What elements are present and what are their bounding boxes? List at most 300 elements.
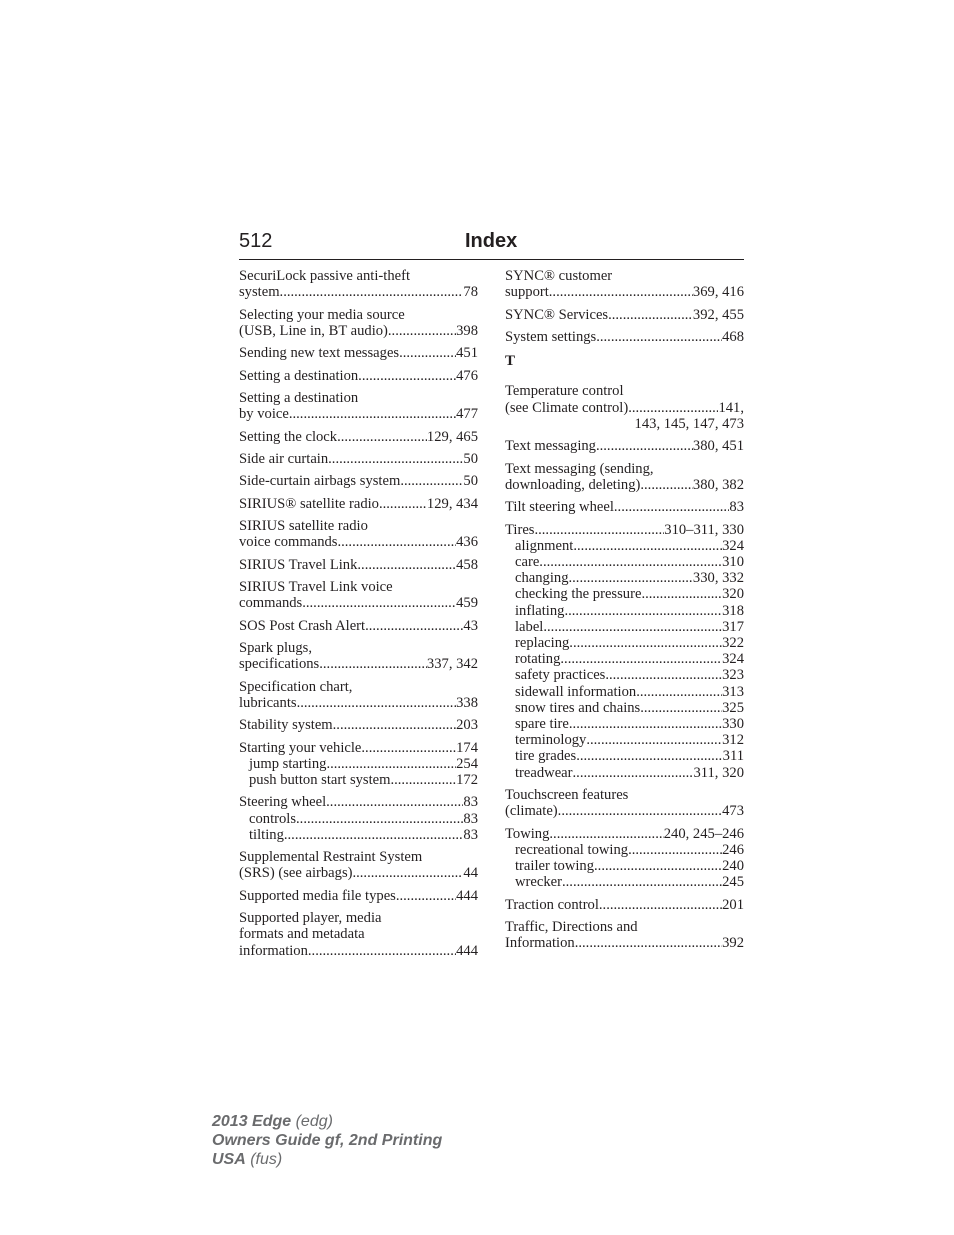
entry-term: treadwear <box>515 764 573 781</box>
dot-leader <box>614 499 730 515</box>
index-subentry <box>505 716 744 732</box>
entry-term: Sending new text messages <box>239 345 400 362</box>
page-reference: 317 <box>722 618 744 635</box>
entry-term: 143, 145, 147, 473 <box>634 415 744 432</box>
index-entry <box>239 910 478 959</box>
page-reference: 322 <box>722 634 744 651</box>
page-reference: 254 <box>456 755 478 772</box>
entry-term: tire grades <box>515 748 577 765</box>
entry-term: terminology <box>515 732 587 749</box>
entry-term: wrecker <box>515 874 562 891</box>
index-entry-line <box>505 787 744 803</box>
index-entry-line <box>239 679 478 695</box>
page-reference: 468 <box>722 328 744 345</box>
dot-leader <box>326 756 456 772</box>
dot-leader <box>396 888 456 904</box>
index-entry-line <box>505 284 744 300</box>
page-reference: 318 <box>722 602 744 619</box>
dot-leader <box>549 826 663 842</box>
entry-term: sidewall information <box>515 683 637 700</box>
entry-term: Selecting your media source <box>239 306 405 323</box>
page-number: 512 <box>239 230 273 252</box>
entry-term: SecuriLock passive anti-theft <box>239 268 411 284</box>
index-entry <box>239 518 478 550</box>
index-subentry <box>505 858 744 874</box>
entry-term: system <box>239 284 280 301</box>
entry-term: System settings <box>505 328 597 345</box>
page-reference: 246 <box>722 841 744 858</box>
page-reference: 240 <box>722 858 744 874</box>
entry-term: label <box>515 618 544 635</box>
index-entry <box>239 640 478 672</box>
entry-term: Setting a destination <box>239 367 359 384</box>
entry-term: Side-curtain airbags system <box>239 473 401 490</box>
page-reference: 311 <box>722 748 744 765</box>
index-entry-line <box>239 345 478 361</box>
index-subentry <box>505 700 744 716</box>
index-entry <box>505 329 744 345</box>
index-subentry <box>505 748 744 764</box>
index-entry-line <box>239 717 478 733</box>
page-reference: 392 <box>722 935 744 952</box>
index-entry <box>505 787 744 819</box>
page-reference: 174 <box>456 739 478 756</box>
page-reference: 83 <box>463 826 478 843</box>
entry-term: inflating <box>515 602 565 619</box>
index-entry <box>505 268 744 300</box>
page-reference: 50 <box>463 450 478 467</box>
entry-term: (USB, Line in, BT audio) <box>239 322 388 339</box>
entry-term: SIRIUS® satellite radio <box>239 495 379 512</box>
page-reference: 172 <box>456 772 478 789</box>
entry-term: Text messaging (sending, <box>505 460 654 477</box>
dot-leader <box>333 717 456 733</box>
index-entry-line <box>239 695 478 711</box>
dot-leader <box>636 684 722 700</box>
index-subentry <box>239 827 478 843</box>
dot-leader <box>628 842 722 858</box>
index-entry-line <box>239 888 478 904</box>
index-entry <box>239 618 478 634</box>
footer-model: 2013 Edge <box>212 1113 292 1130</box>
dot-leader <box>640 700 722 716</box>
page-header <box>239 228 744 258</box>
entry-term: Setting the clock <box>239 428 338 445</box>
index-group-s-continued <box>505 268 744 345</box>
index-entry <box>505 499 744 515</box>
dot-leader <box>399 345 456 361</box>
entry-term: Tilt steering wheel <box>505 499 614 516</box>
footer-market: USA <box>212 1151 246 1168</box>
page-reference: 458 <box>456 556 478 573</box>
index-entry <box>239 557 478 573</box>
dot-leader <box>388 323 456 339</box>
page-reference: 330 <box>722 716 744 732</box>
entry-term: Traffic, Directions and <box>505 918 638 935</box>
index-entry-line <box>239 534 478 550</box>
page-reference: 43 <box>463 617 478 634</box>
entry-term: SYNC® customer <box>505 268 613 284</box>
index-subentry <box>505 651 744 667</box>
entry-term: specifications <box>239 656 320 673</box>
dot-leader <box>284 827 464 843</box>
page-reference: 50 <box>463 473 478 490</box>
index-entry <box>505 522 744 781</box>
page-reference: 325 <box>722 699 744 716</box>
dot-leader <box>560 651 722 667</box>
page-reference: 44 <box>463 865 478 882</box>
dot-leader <box>328 451 463 467</box>
page-reference: 337, 342 <box>426 656 478 673</box>
page-reference: 141, <box>718 399 744 416</box>
index-entry-line <box>505 826 744 842</box>
page-reference: 310 <box>722 553 744 570</box>
page-reference: 451 <box>456 345 478 362</box>
index-entry-line <box>505 477 744 493</box>
entry-term: Traction control <box>505 896 599 913</box>
page-reference: 324 <box>722 537 744 554</box>
entry-term: trailer towing <box>515 858 595 874</box>
dot-leader <box>539 554 722 570</box>
page-reference: 324 <box>722 651 744 668</box>
dot-leader <box>564 603 722 619</box>
index-group-t <box>505 383 744 951</box>
entry-term: Tires <box>505 521 535 538</box>
entry-term: Touchscreen features <box>505 787 629 803</box>
dot-leader <box>296 811 463 827</box>
index-entry <box>239 345 478 361</box>
index-entry-line <box>239 926 478 942</box>
index-entry-line <box>239 579 478 595</box>
index-entry <box>239 849 478 881</box>
dot-leader <box>543 619 722 635</box>
index-subentry <box>505 765 744 781</box>
entry-term: push button start system <box>249 772 391 789</box>
index-subentry <box>505 732 744 748</box>
page-reference: 83 <box>463 810 478 827</box>
entry-term: spare tire <box>515 716 569 732</box>
dot-leader <box>569 716 722 732</box>
dot-leader <box>390 772 456 788</box>
dot-leader <box>326 794 463 810</box>
dot-leader <box>586 732 722 748</box>
entry-term: (SRS) (see airbags) <box>239 865 353 882</box>
entry-term: downloading, deleting) <box>505 476 641 493</box>
index-subentry <box>505 570 744 586</box>
entry-term: care <box>515 553 540 570</box>
index-entry <box>239 794 478 843</box>
page-reference: 369, 416 <box>692 284 744 301</box>
page-reference: 78 <box>463 284 478 301</box>
entry-term: SOS Post Crash Alert <box>239 617 366 634</box>
dot-leader <box>379 496 427 512</box>
dot-leader <box>534 522 664 538</box>
page-reference: 338 <box>456 694 478 711</box>
index-subentry <box>239 772 478 788</box>
page-reference: 436 <box>456 534 478 551</box>
entry-term: SIRIUS Travel Link voice <box>239 579 393 596</box>
page-reference: 311, 320 <box>693 764 744 781</box>
dot-leader <box>596 438 693 454</box>
entry-term: Supported player, media <box>239 910 382 927</box>
page-reference: 129, 465 <box>426 428 478 445</box>
entry-term: commands <box>239 595 303 612</box>
index-entry-line <box>239 284 478 300</box>
index-entry-line <box>505 416 744 432</box>
page-title: Index <box>465 230 518 252</box>
dot-leader <box>549 284 693 300</box>
dot-leader <box>599 897 722 913</box>
index-entry <box>505 461 744 493</box>
index-entry-line <box>239 740 478 756</box>
index-entry-line <box>239 557 478 573</box>
entry-term: Towing <box>505 825 550 842</box>
index-subentry <box>505 538 744 554</box>
page-reference: 459 <box>456 595 478 612</box>
entry-term: Setting a destination <box>239 389 359 406</box>
index-entry-line <box>239 865 478 881</box>
index-entry-line <box>505 307 744 323</box>
page-reference: 83 <box>463 794 478 811</box>
page-reference: 398 <box>456 322 478 339</box>
page-reference: 473 <box>722 803 744 820</box>
index-column-left <box>239 268 478 965</box>
index-entry-line <box>239 406 478 422</box>
index-entry <box>505 307 744 323</box>
entry-term: tilting <box>249 826 284 843</box>
page-reference: 380, 382 <box>692 476 744 493</box>
dot-leader <box>558 803 722 819</box>
entry-term: Specification chart, <box>239 678 353 695</box>
page-reference: 444 <box>456 887 478 904</box>
dot-leader <box>575 935 722 951</box>
page-reference: 240, 245–246 <box>663 825 744 842</box>
page-reference: 83 <box>729 499 744 516</box>
page-reference: 312 <box>722 732 744 749</box>
index-entry <box>239 717 478 733</box>
document-footer <box>212 1112 442 1169</box>
index-entry <box>239 451 478 467</box>
entry-term: lubricants <box>239 694 297 711</box>
entry-term: Steering wheel <box>239 794 327 811</box>
page-reference: 477 <box>456 406 478 423</box>
index-entry <box>239 579 478 611</box>
index-entry-line <box>239 390 478 406</box>
entry-term: safety practices <box>515 667 606 684</box>
page-reference: 320 <box>722 586 744 603</box>
index-entry-line <box>239 323 478 339</box>
index-entry-line <box>239 268 478 284</box>
index-entry-line <box>505 438 744 454</box>
dot-leader <box>596 329 722 345</box>
index-column-right <box>505 268 744 958</box>
index-entry-line <box>505 329 744 345</box>
dot-leader <box>628 400 718 416</box>
index-subentry <box>505 667 744 683</box>
page-reference: 310–311, 330 <box>664 521 744 538</box>
index-entry <box>505 897 744 913</box>
index-entry-line <box>505 499 744 515</box>
dot-leader <box>594 858 722 874</box>
entry-term: rotating <box>515 651 561 668</box>
index-entry <box>239 473 478 489</box>
index-entry-line <box>505 935 744 951</box>
index-entry <box>505 438 744 454</box>
entry-term: Text messaging <box>505 438 596 455</box>
entry-term: jump starting <box>249 755 327 772</box>
index-entry <box>239 888 478 904</box>
index-entry-line <box>239 368 478 384</box>
index-subentry <box>239 756 478 772</box>
dot-leader <box>319 656 427 672</box>
index-entry <box>239 740 478 789</box>
page-reference: 392, 455 <box>692 306 744 323</box>
index-subentry <box>505 554 744 570</box>
entry-term: Spark plugs, <box>239 640 312 657</box>
index-entry <box>239 307 478 339</box>
index-entry-line <box>239 618 478 634</box>
entry-term: alignment <box>515 537 574 554</box>
index-entry <box>239 496 478 512</box>
page-reference: 444 <box>456 942 478 959</box>
page-reference: 129, 434 <box>426 495 478 512</box>
page-reference: 245 <box>722 874 744 891</box>
entry-term: Information <box>505 935 575 952</box>
dot-leader <box>337 534 456 550</box>
entry-term: Starting your vehicle <box>239 739 362 756</box>
dot-leader <box>308 943 456 959</box>
entry-term: by voice <box>239 406 289 423</box>
entry-term: support <box>505 284 549 301</box>
index-subentry <box>505 874 744 890</box>
index-entry-line <box>239 656 478 672</box>
entry-term: (climate) <box>505 803 558 820</box>
section-letter: T <box>505 353 516 370</box>
dot-leader <box>608 307 693 323</box>
dot-leader <box>289 406 456 422</box>
dot-leader <box>576 748 722 764</box>
index-entry-line <box>505 803 744 819</box>
entry-term: voice commands <box>239 534 338 551</box>
index-entry-line <box>239 429 478 445</box>
entry-term: replacing <box>515 634 570 651</box>
index-entry-line <box>505 268 744 284</box>
index-entry-line <box>505 919 744 935</box>
entry-term: Supplemental Restraint System <box>239 849 423 866</box>
entry-term: recreational towing <box>515 841 629 858</box>
index-entry-line <box>239 943 478 959</box>
dot-leader <box>365 618 463 634</box>
dot-leader <box>337 429 427 445</box>
entry-term: Side air curtain <box>239 450 329 467</box>
page-reference: 380, 451 <box>692 438 744 455</box>
footer-model-code: (edg) <box>291 1113 333 1130</box>
page-reference: 313 <box>722 683 744 700</box>
page-reference: 476 <box>456 367 478 384</box>
dot-leader <box>357 557 456 573</box>
entry-term: information <box>239 942 308 959</box>
dot-leader <box>569 570 693 586</box>
dot-leader <box>605 667 722 683</box>
entry-term: Temperature control <box>505 383 624 400</box>
index-subentry <box>505 586 744 602</box>
index-entry-line <box>239 595 478 611</box>
index-entry <box>505 383 744 432</box>
index-subentry <box>505 684 744 700</box>
dot-leader <box>569 635 722 651</box>
dot-leader <box>352 865 463 881</box>
dot-leader <box>302 595 456 611</box>
entry-term: SYNC® Services <box>505 306 609 323</box>
index-entry-line <box>505 522 744 538</box>
page-reference: 330, 332 <box>692 570 744 587</box>
dot-leader <box>297 695 457 711</box>
entry-term: controls <box>249 810 297 827</box>
dot-leader <box>573 765 694 781</box>
dot-leader <box>400 473 463 489</box>
dot-leader <box>358 368 456 384</box>
index-entry <box>239 679 478 711</box>
entry-term: SIRIUS Travel Link <box>239 556 358 573</box>
entry-term: Supported media file types <box>239 887 396 904</box>
footer-market-code: (fus) <box>245 1151 283 1168</box>
index-entry-line <box>505 461 744 477</box>
entry-term: changing <box>515 570 569 587</box>
index-entry-line <box>239 910 478 926</box>
index-entry-line <box>239 307 478 323</box>
entry-term: SIRIUS satellite radio <box>239 518 368 535</box>
dot-leader <box>280 284 464 300</box>
header-rule <box>239 259 744 260</box>
index-entry-line <box>239 518 478 534</box>
entry-term: Stability system <box>239 717 333 734</box>
entry-term: (see Climate control) <box>505 399 629 416</box>
index-entry-line <box>239 640 478 656</box>
index-entry-line <box>239 496 478 512</box>
dot-leader <box>573 538 722 554</box>
entry-term: checking the pressure <box>515 586 642 603</box>
index-entry-line <box>239 849 478 865</box>
entry-term: formats and metadata <box>239 926 365 943</box>
index-entry <box>239 368 478 384</box>
index-subentry <box>505 635 744 651</box>
index-subentry <box>505 842 744 858</box>
dot-leader <box>641 586 722 602</box>
index-subentry <box>505 603 744 619</box>
index-entry-line <box>239 794 478 810</box>
index-entry-line <box>239 451 478 467</box>
index-subentry <box>239 811 478 827</box>
footer-guide: Owners Guide gf, 2nd Printing <box>212 1132 443 1149</box>
page-reference: 323 <box>722 667 744 684</box>
page-reference: 203 <box>456 717 478 734</box>
index-entry <box>505 826 744 891</box>
dot-leader <box>562 874 722 890</box>
index-subentry <box>505 619 744 635</box>
index-entry-line <box>239 473 478 489</box>
index-entry <box>239 390 478 422</box>
index-entry-line <box>505 400 744 416</box>
dot-leader <box>361 740 456 756</box>
page-reference: 201 <box>722 896 744 913</box>
dot-leader <box>640 477 693 493</box>
index-entry <box>239 268 478 300</box>
index-entry <box>505 919 744 951</box>
entry-term: snow tires and chains <box>515 699 641 716</box>
index-entry-line <box>505 383 744 399</box>
index-entry-line <box>505 897 744 913</box>
index-entry <box>239 429 478 445</box>
